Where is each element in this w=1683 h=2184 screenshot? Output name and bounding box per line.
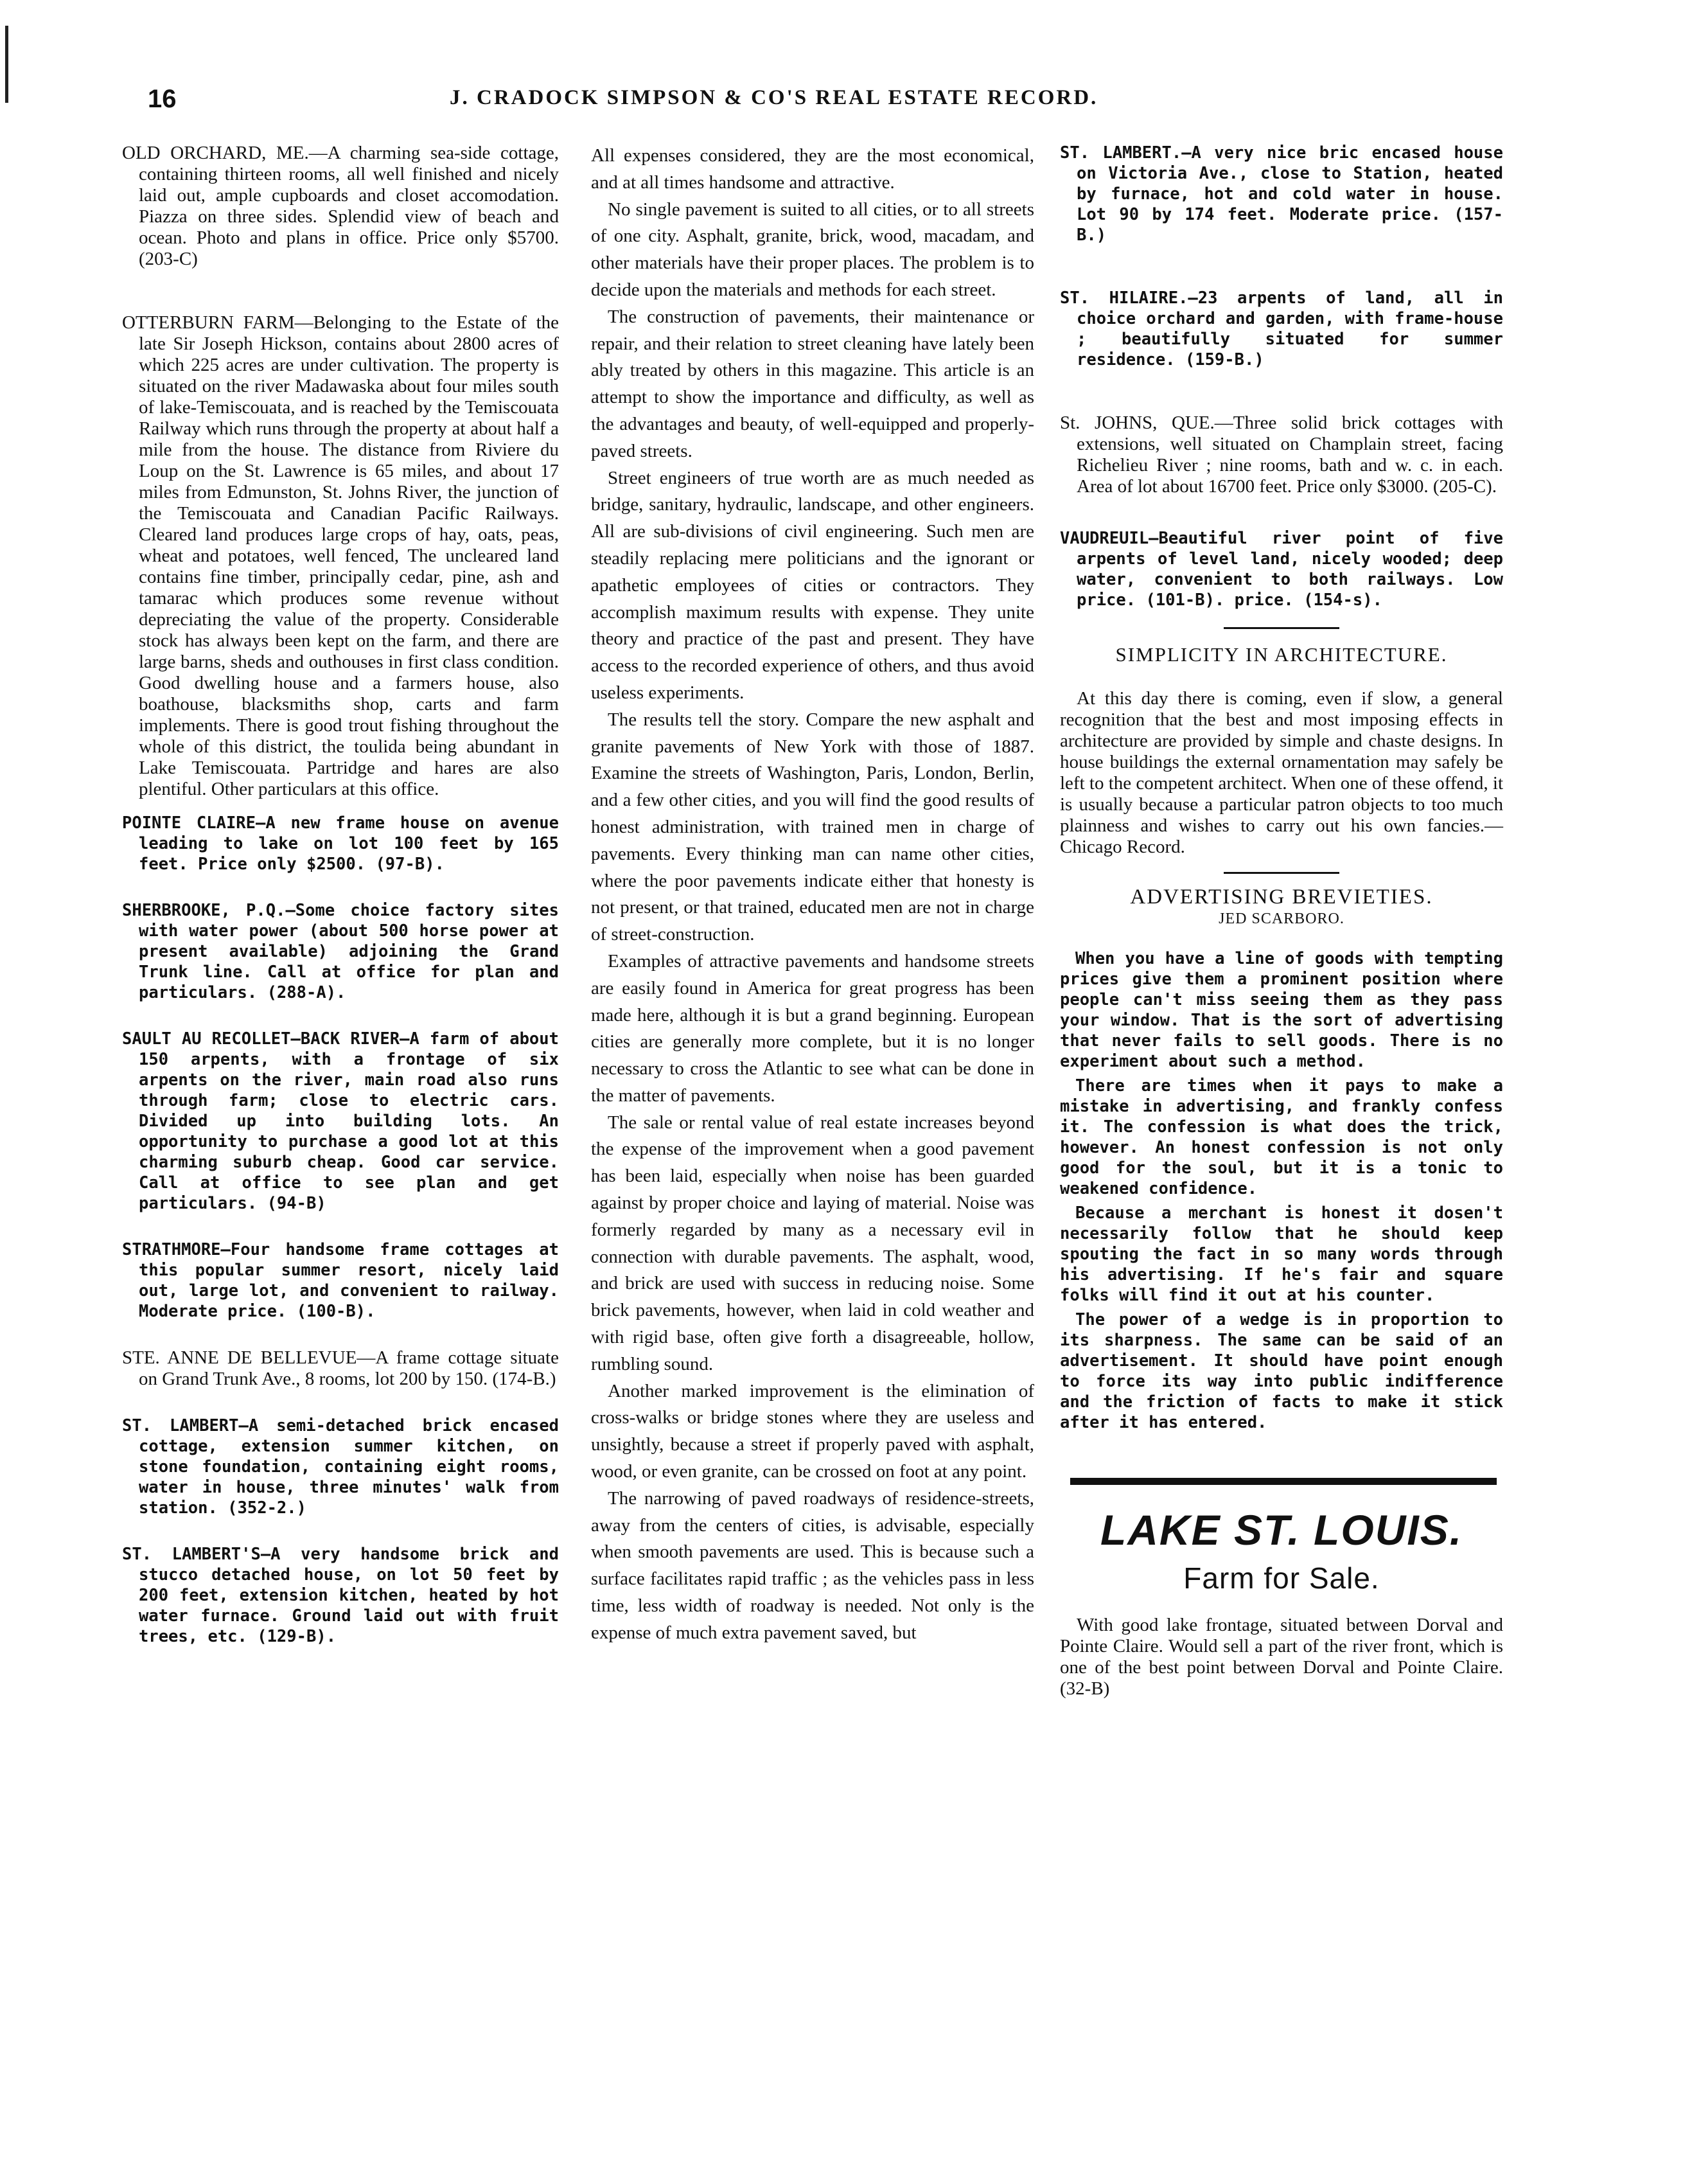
simplicity-article <box>1060 688 1503 858</box>
advertising-paragraph: There are times when it pays to make a mistake in advertising, and frankly confess it. The confession is what does the trick, however. An honest confession is not only good for the soul, but it is a tonic to weakened confidence. <box>1060 1076 1503 1198</box>
listing-st-lambert-victoria: ST. LAMBERT.—A very nice bric encased house on Victoria Ave., close to Station, heated by furnace, hot and cold water in house. Lot 90 by 174 feet. Moderate price. (157-B.) <box>1060 143 1503 245</box>
listing-st-lamberts: ST. LAMBERT'S—A very handsome brick and stucco detached house, on lot 50 feet by 200 feet, extension kitchen, heated by hot water furnace. Ground laid out with fruit trees, etc. (129-B). <box>122 1545 559 1646</box>
listings-column-left <box>122 143 559 1647</box>
simplicity-body: At this day there is coming, even if slow, a general recognition that the best and most imposing effects in architecture are provided by simple and chaste designs. In house buildings the external ornamentation may safely be left to the competent architect. When one of these offend, it is usually because a particular patron objects to too much plainness and wishes to carry out his own fancies.—Chicago Record. <box>1060 688 1503 857</box>
right-column <box>1060 143 1503 1700</box>
section-divider <box>1224 872 1339 874</box>
article-paragraph: No single pavement is suited to all cities, or to all streets of one city. Asphalt, granite, brick, wood, macadam, and other materials have their proper places. The problem is to decide upon the materials and methods for each street. <box>591 199 1034 300</box>
lake-ad-subtitle: Farm for Sale. <box>1183 1561 1380 1595</box>
advertising-heading: ADVERTISING BREVIETIES. <box>1130 885 1433 909</box>
listing-strathmore: STRATHMORE—Four handsome frame cottages at this popular summer resort, nicely laid out, large lot, and convenient to railway. Moderate price. (100-B). <box>122 1240 559 1321</box>
advertising-byline: JED SCARBORO. <box>1219 910 1344 927</box>
article-paragraph: The sale or rental value of real estate increases beyond the expense of the improvement when a good pavement has been laid, especially when noise has been guarded against by proper choice and laying of material. Noise was formerly regarded by many as a necessary evil in connection with durable pavements. The asphalt, wood, and brick are used with success in reducing noise. Some brick pavements, however, when laid in cold weather and with rigid base, often give forth a disagreeable, hollow, rumbling sound. <box>591 1112 1034 1374</box>
lake-st-louis-ad <box>1060 1505 1503 1700</box>
listing-st-johns: St. JOHNS, QUE.—Three solid brick cottages with extensions, well situated on Champlain street, facing Richelieu River ; nine rooms, bath and w. c. in each. Area of lot about 16700 feet. Price only $3000. (205-C). <box>1060 413 1503 497</box>
advertising-paragraph: Because a merchant is honest it dosen't necessarily follow that he should keep spouting the fact in so many words through his advertising. If he's fair and square folks will find it out at his counter. <box>1060 1203 1503 1305</box>
article-paragraph: Street engineers of true worth are as much needed as bridge, sanitary, hydraulic, landscape, and other engineers. All are sub-divisions of civil engineering. Such men are steadily replacing mere politicians and the ignorant or apathetic employees of cities or contractors. They accomplish maximum results with expense. They unite theory and practice of the past and present. They have access to the recorded experience of others, and thus avoid useless experiments. <box>591 467 1034 703</box>
page-edge-mark <box>5 26 8 103</box>
listing-otterburn-farm: OTTERBURN FARM—Belonging to the Estate of the late Sir Joseph Hickson, contains about 2800 acres of which 225 acres are under cultivation. The property is situated on the river Madawaska about four miles south of lake-Temiscouata, and is reached by the Temiscouata Railway which runs through the property at about half a mile from the house. The distance from Riviere du Loup on the St. Lawrence is 65 miles, and about 17 miles from Edmunston, St. Johns River, the junction of the Temiscouata and Canadian Pacific Railways. Cleared land produces large crops of hay, oats, peas, wheat and potatoes, well fenced, The uncleared land contains fine timber, principally cedar, pine, ash and tamarac which produces some revenue without depreciating the value of the property. Considerable stock has always been kept on the farm, and there are large barns, sheds and outhouses in first class condition. Good dwelling house and a farmers house, also boathouse, blacksmiths shop, carts and farm implements. There is good trout fishing throughout the whole of this district, the toulida being abundant in Lake Temiscouata. Partridge and hares are also plentiful. Other particulars at this office. <box>122 312 559 799</box>
article-paragraph: All expenses considered, they are the most economical, and at all times handsome and attractive. <box>591 145 1034 193</box>
lake-ad-body: With good lake frontage, situated between Dorval and Pointe Claire. Would sell a part of the river front, which is one of the best point between Dorval and Pointe Claire. (32-B) <box>1060 1615 1503 1699</box>
article-paragraph: The narrowing of paved roadways of residence-streets, away from the centers of cities, is advisable, especially when smooth pavements are used. This is because such a surface facilitates rapid traffic ; as the vehicles pass in less time, less width of roadway is needed. Not only is the expense of much extra pavement saved, but <box>591 1487 1034 1643</box>
lake-ad-body-wrap <box>1060 1615 1503 1700</box>
section-divider <box>1224 627 1339 629</box>
listing-vaudreuil: VAUDREUIL—Beautiful river point of five arpents of level land, nicely wooded; deep water, convenient to both railways. Low price. (101-B). price. (154-s). <box>1060 529 1503 610</box>
article-paragraph: The results tell the story. Compare the new asphalt and granite pavements of New York with those of 1887. Examine the streets of Washington, Paris, London, Berlin, and a few other cities, and you will find the good results of honest administration, with trained men in charge of pavements. Every thinking man can name other cities, where the poor pavements indicate either that honesty is not present, or that trained, educated men are not in charge of street-construction. <box>591 709 1034 945</box>
simplicity-heading: SIMPLICITY IN ARCHITECTURE. <box>1115 643 1448 666</box>
listing-sherbrooke: SHERBROOKE, P.Q.—Some choice factory sites with water power (about 500 horse power at present available) adjoining the Grand Trunk line. Call at office for plan and particulars. (288-A). <box>122 901 559 1002</box>
lake-ad-title: LAKE ST. LOUIS. <box>1100 1506 1463 1554</box>
listing-old-orchard: OLD ORCHARD, ME.—A charming sea-side cottage, containing thirteen rooms, all well finished and nicely laid out, ample cupboards and closet accomodation. Piazza on three sides. Splendid view of beach and ocean. Photo and plans in office. Price only $5700. (203-C) <box>122 143 559 269</box>
advertising-paragraph: The power of a wedge is in proportion to its sharpness. The same can be said of an advertisement. It should have point enough to force its way into public indifference and the friction of facts to make it stick after it has entered. <box>1060 1310 1503 1432</box>
pavement-article <box>591 143 1034 1647</box>
page-number: 16 <box>148 85 177 113</box>
article-paragraph: Examples of attractive pavements and handsome streets are easily found in America for great progress has been made here, although it is but a grand beginning. European cities are generally more complete, but it is no longer necessary to cross the Atlantic to see what can be done in the matter of pavements. <box>591 950 1034 1106</box>
advertising-article <box>1060 948 1503 1433</box>
listing-sault-au-recollet: SAULT AU RECOLLET—BACK RIVER—A farm of about 150 arpents, with a frontage of six arpents on the river, main road also runs through farm; close to electric cars. Divided up into building lots. An opportunity to purchase a good lot at this charming suburb cheap. Good car service. Call at office to see plan and get particulars. (94-B) <box>122 1029 559 1213</box>
advertising-paragraph: When you have a line of goods with tempting prices give them a prominent position where people can't miss seeing them as they pass your window. That is the sort of advertising that never fails to sell goods. There is no experiment about such a method. <box>1060 949 1503 1071</box>
listing-st-lambert: ST. LAMBERT—A semi-detached brick encased cottage, extension summer kitchen, on stone foundation, containing eight rooms, water in house, three minutes' walk from station. (352-2.) <box>122 1416 559 1518</box>
article-paragraph: Another marked improvement is the elimination of cross-walks or bridge stones where they are useless and unsightly, because a street if properly paved with asphalt, wood, or even granite, can be crossed on foot at any point. <box>591 1380 1034 1482</box>
listing-ste-anne: STE. ANNE DE BELLEVUE—A frame cottage situate on Grand Trunk Ave., 8 rooms, lot 200 by 150. (174-B.) <box>122 1347 559 1389</box>
advertisement-rule <box>1070 1478 1497 1485</box>
article-paragraph: The construction of pavements, their maintenance or repair, and their relation to street cleaning have lately been ably treated by others in this magazine. This article is an attempt to show the importance and difficulty, as well as the advantages and beauty, of well-equipped and properly-paved streets. <box>591 306 1034 461</box>
running-head: J. CRADOCK SIMPSON & CO'S REAL ESTATE RECORD. <box>450 86 1098 109</box>
page-header <box>148 85 1432 123</box>
listing-pointe-claire: POINTE CLAIRE—A new frame house on avenue leading to lake on lot 100 feet by 165 feet. Price only $2500. (97-B). <box>122 813 559 874</box>
listing-st-hilaire: ST. HILAIRE.—23 arpents of land, all in choice orchard and garden, with frame-house ; beautifully situated for summer residence. (159-B.) <box>1060 289 1503 369</box>
